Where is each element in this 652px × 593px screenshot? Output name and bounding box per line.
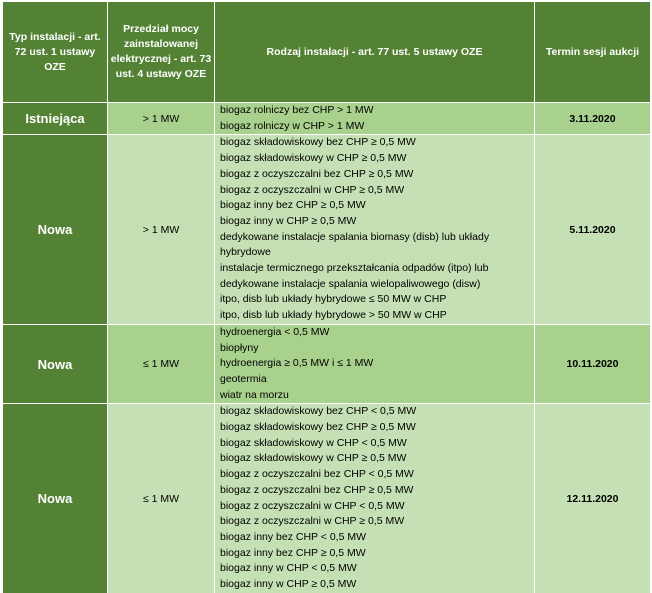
- installation-type-item: biogaz składowiskowy w CHP ≥ 0,5 MW: [220, 452, 407, 465]
- header-row: [3, 2, 651, 103]
- installation-type-item: biogaz rolniczy bez CHP > 1 MW: [220, 104, 374, 116]
- installation-types: [215, 135, 535, 324]
- installation-type-item: biogaz inny w CHP < 0,5 MW: [220, 562, 357, 575]
- installation-type-item: biogaz składowiskowy bez CHP < 0,5 MW: [220, 405, 417, 418]
- session-date: 3.11.2020: [535, 103, 651, 135]
- table-row: [3, 404, 651, 593]
- installation-type-item: biogaz z oczyszczalni bez CHP ≥ 0,5 MW: [220, 483, 414, 496]
- installation-types: [215, 324, 535, 404]
- session-date: 10.11.2020: [535, 324, 651, 404]
- installation-type-item: biopłyny: [220, 341, 259, 354]
- auction-schedule-table: [2, 1, 651, 593]
- installation-type-item: biogaz rolniczy w CHP > 1 MW: [220, 119, 365, 132]
- installation-category: Istniejąca: [3, 103, 108, 135]
- installation-type-item: wiatr na morzu: [220, 388, 289, 401]
- session-date: 5.11.2020: [535, 135, 651, 324]
- installation-category: Nowa: [3, 404, 108, 593]
- table-row: [3, 135, 651, 324]
- installation-type-item: biogaz z oczyszczalni w CHP ≥ 0,5 MW: [220, 183, 405, 196]
- installation-types: [215, 103, 535, 135]
- installation-type-item: itpo, disb lub układy hybrydowe > 50 MW w CHP: [220, 309, 447, 322]
- table-row: [3, 324, 651, 404]
- installation-type-item: biogaz inny bez CHP ≥ 0,5 MW: [220, 199, 366, 212]
- installation-type-item: biogaz składowiskowy bez CHP ≥ 0,5 MW: [220, 136, 416, 149]
- header-term: Termin sesji aukcji: [535, 2, 651, 103]
- table-row: [3, 103, 651, 135]
- installation-type-item: hydroenergia < 0,5 MW: [220, 325, 330, 338]
- installation-type-item: dedykowane instalacje spalania biomasy (disb) lub układy hybrydowe: [220, 230, 490, 259]
- installation-type-item: biogaz inny bez CHP < 0,5 MW: [220, 530, 367, 543]
- installation-type-item: biogaz inny bez CHP ≥ 0,5 MW: [220, 546, 366, 559]
- header-kind: Rodzaj instalacji - art. 77 ust. 5 ustawy OZE: [215, 2, 535, 103]
- installation-type-item: biogaz inny w CHP ≥ 0,5 MW: [220, 578, 357, 591]
- power-range: > 1 MW: [108, 103, 215, 135]
- installation-category: Nowa: [3, 324, 108, 404]
- installation-types: [215, 404, 535, 593]
- installation-type-item: biogaz z oczyszczalni bez CHP < 0,5 MW: [220, 468, 414, 481]
- installation-type-item: biogaz z oczyszczalni w CHP ≥ 0,5 MW: [220, 515, 405, 528]
- header-type: Typ instalacji - art. 72 ust. 1 ustawy OZE: [3, 2, 108, 103]
- installation-type-item: biogaz składowiskowy bez CHP ≥ 0,5 MW: [220, 421, 416, 434]
- installation-type-item: biogaz składowiskowy w CHP ≥ 0,5 MW: [220, 152, 407, 165]
- power-range: ≤ 1 MW: [108, 404, 215, 593]
- installation-type-item: instalacje termicznego przekształcania odpadów (itpo) lub dedykowane instalacje spalania wielopaliwowego (disw): [220, 262, 489, 290]
- header-power: Przedział mocy zainstalowanej elektrycznej - art. 73 ust. 4 ustawy OZE: [108, 2, 215, 103]
- installation-type-item: hydroenergia ≥ 0,5 MW i ≤ 1 MW: [220, 357, 374, 370]
- installation-type-item: biogaz składowiskowy w CHP < 0,5 MW: [220, 436, 407, 449]
- installation-type-item: biogaz z oczyszczalni bez CHP ≥ 0,5 MW: [220, 167, 414, 180]
- installation-type-item: biogaz inny w CHP ≥ 0,5 MW: [220, 214, 357, 227]
- installation-category: Nowa: [3, 135, 108, 324]
- installation-type-item: geotermia: [220, 372, 267, 385]
- power-range: ≤ 1 MW: [108, 324, 215, 404]
- session-date: 12.11.2020: [535, 404, 651, 593]
- power-range: > 1 MW: [108, 135, 215, 324]
- installation-type-item: itpo, disb lub układy hybrydowe ≤ 50 MW w CHP: [220, 293, 447, 306]
- installation-type-item: biogaz z oczyszczalni w CHP < 0,5 MW: [220, 499, 405, 512]
